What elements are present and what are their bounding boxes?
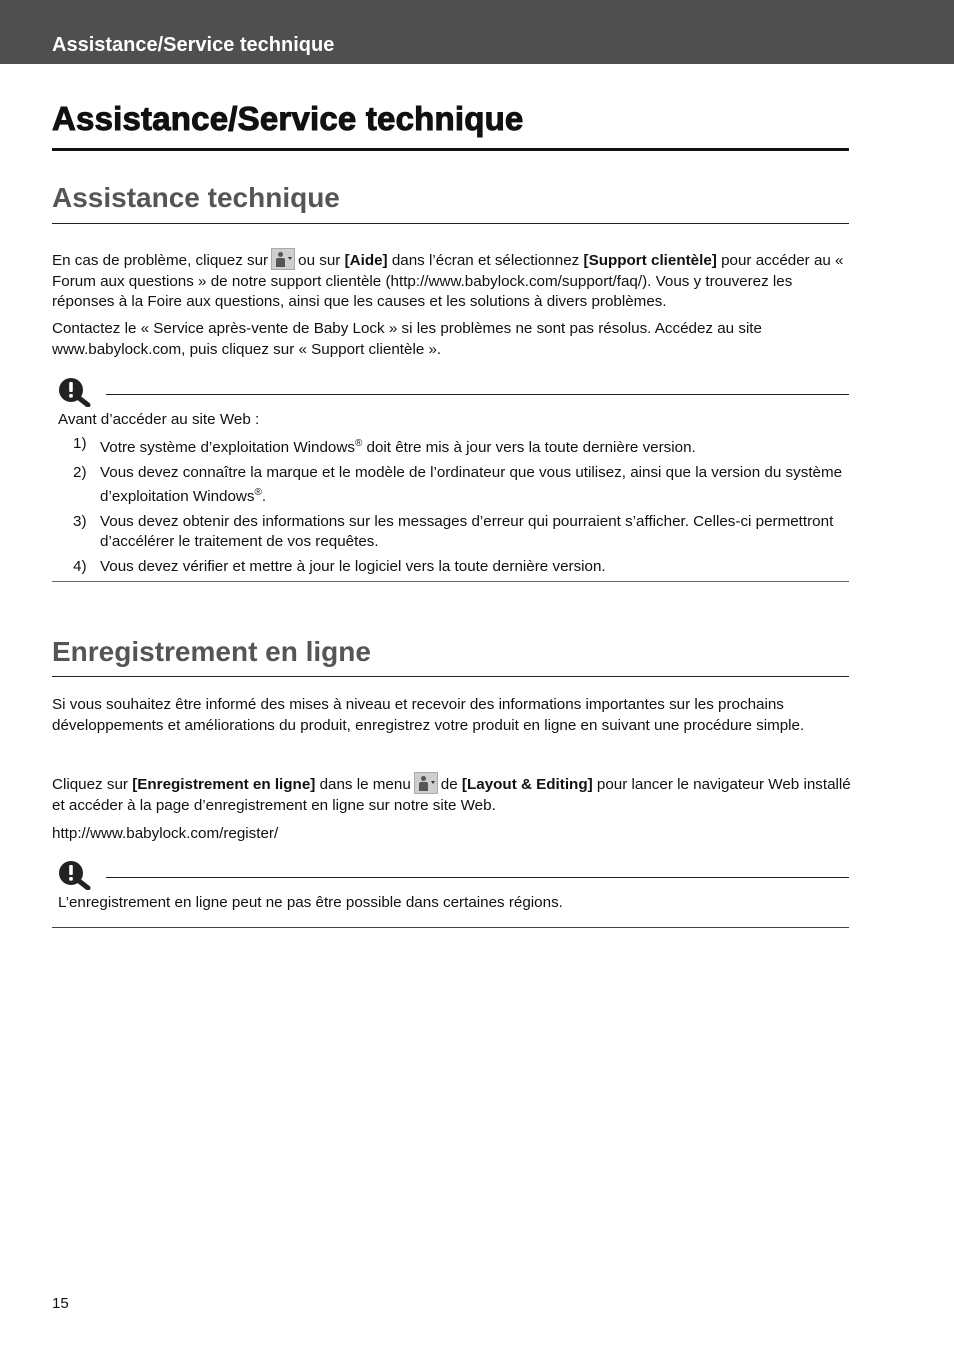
note-rule	[106, 877, 849, 878]
note-intro: Avant d’accéder au site Web :	[58, 411, 260, 428]
note-end-rule	[52, 927, 849, 928]
paragraph-assistance-1: En cas de problème, cliquez sur ou sur [Aide] dans l’écran et sélectionnez [Support clientèle] pour accéder au « Forum aux questions » de notre support clientèle (http://www.babylock.com/support/faq/). Vous y trouverez les réponses à la Foire aux questions, ainsi que les causes et les solutions à divers problèmes.	[52, 248, 852, 313]
support-label: [Support clientèle]	[583, 252, 717, 269]
list-item: 2) Vous devez connaître la marque et le modèle de l’ordinateur que vous utilisez, ainsi que la version du système d’exploitation Windows®.	[73, 463, 843, 506]
paragraph-registration-2: Cliquez sur [Enregistrement en ligne] dans le menu de [Layout & Editing] pour lancer le navigateur Web installé et accéder à la page d’enregistrement en ligne sur notre site Web.	[52, 772, 852, 816]
note-magnifier-icon	[58, 377, 92, 407]
paragraph-registration-1: Si vous souhaitez être informé des mises à niveau et recevoir des informations importantes sur les prochains développements et améliorations du produit, enregistrez votre produit en ligne en suivant une procédure simple.	[52, 696, 805, 734]
note-rule	[106, 394, 849, 395]
layout-editing-label: [Layout & Editing]	[461, 776, 593, 793]
section-heading-registration: Enregistrement en ligne	[52, 636, 371, 667]
page-number: 15	[52, 1295, 69, 1312]
registration-label: [Enregistrement en ligne]	[132, 776, 316, 793]
aide-label: [Aide]	[344, 252, 388, 269]
list-item: 4) Vous devez vérifier et mettre à jour le logiciel vers la toute dernière version.	[73, 557, 606, 575]
requirements-list	[52, 434, 849, 581]
paragraph-assistance-2: Contactez le « Service après-vente de Baby Lock » si les problèmes ne sont pas résolus. Accédez au site www.babylock.com, puis cliquez sur « Support clientèle ».	[52, 320, 762, 358]
note-magnifier-icon	[58, 860, 92, 890]
header-title: Assistance/Service technique	[52, 34, 335, 56]
list-item: 3) Vous devez obtenir des informations sur les messages d’erreur qui pourraient s’afficher. Celles-ci permettront d’accélérer le traitement de vos requêtes.	[73, 512, 834, 551]
list-item: 1) Votre système d’exploitation Windows® doit être mis à jour vers la toute dernière version.	[73, 435, 696, 457]
note-end-rule	[52, 581, 849, 582]
header-bar	[0, 0, 954, 64]
section-rule	[52, 223, 849, 224]
title-rule	[52, 148, 849, 151]
user-menu-icon	[271, 248, 295, 270]
note-registration: L’enregistrement en ligne peut ne pas être possible dans certaines régions.	[58, 894, 563, 911]
section-rule	[52, 676, 849, 677]
page-title: Assistance/Service technique	[52, 100, 524, 137]
section-heading-assistance: Assistance technique	[52, 182, 340, 213]
user-menu-icon	[414, 772, 438, 794]
register-url: http://www.babylock.com/register/	[52, 825, 279, 842]
